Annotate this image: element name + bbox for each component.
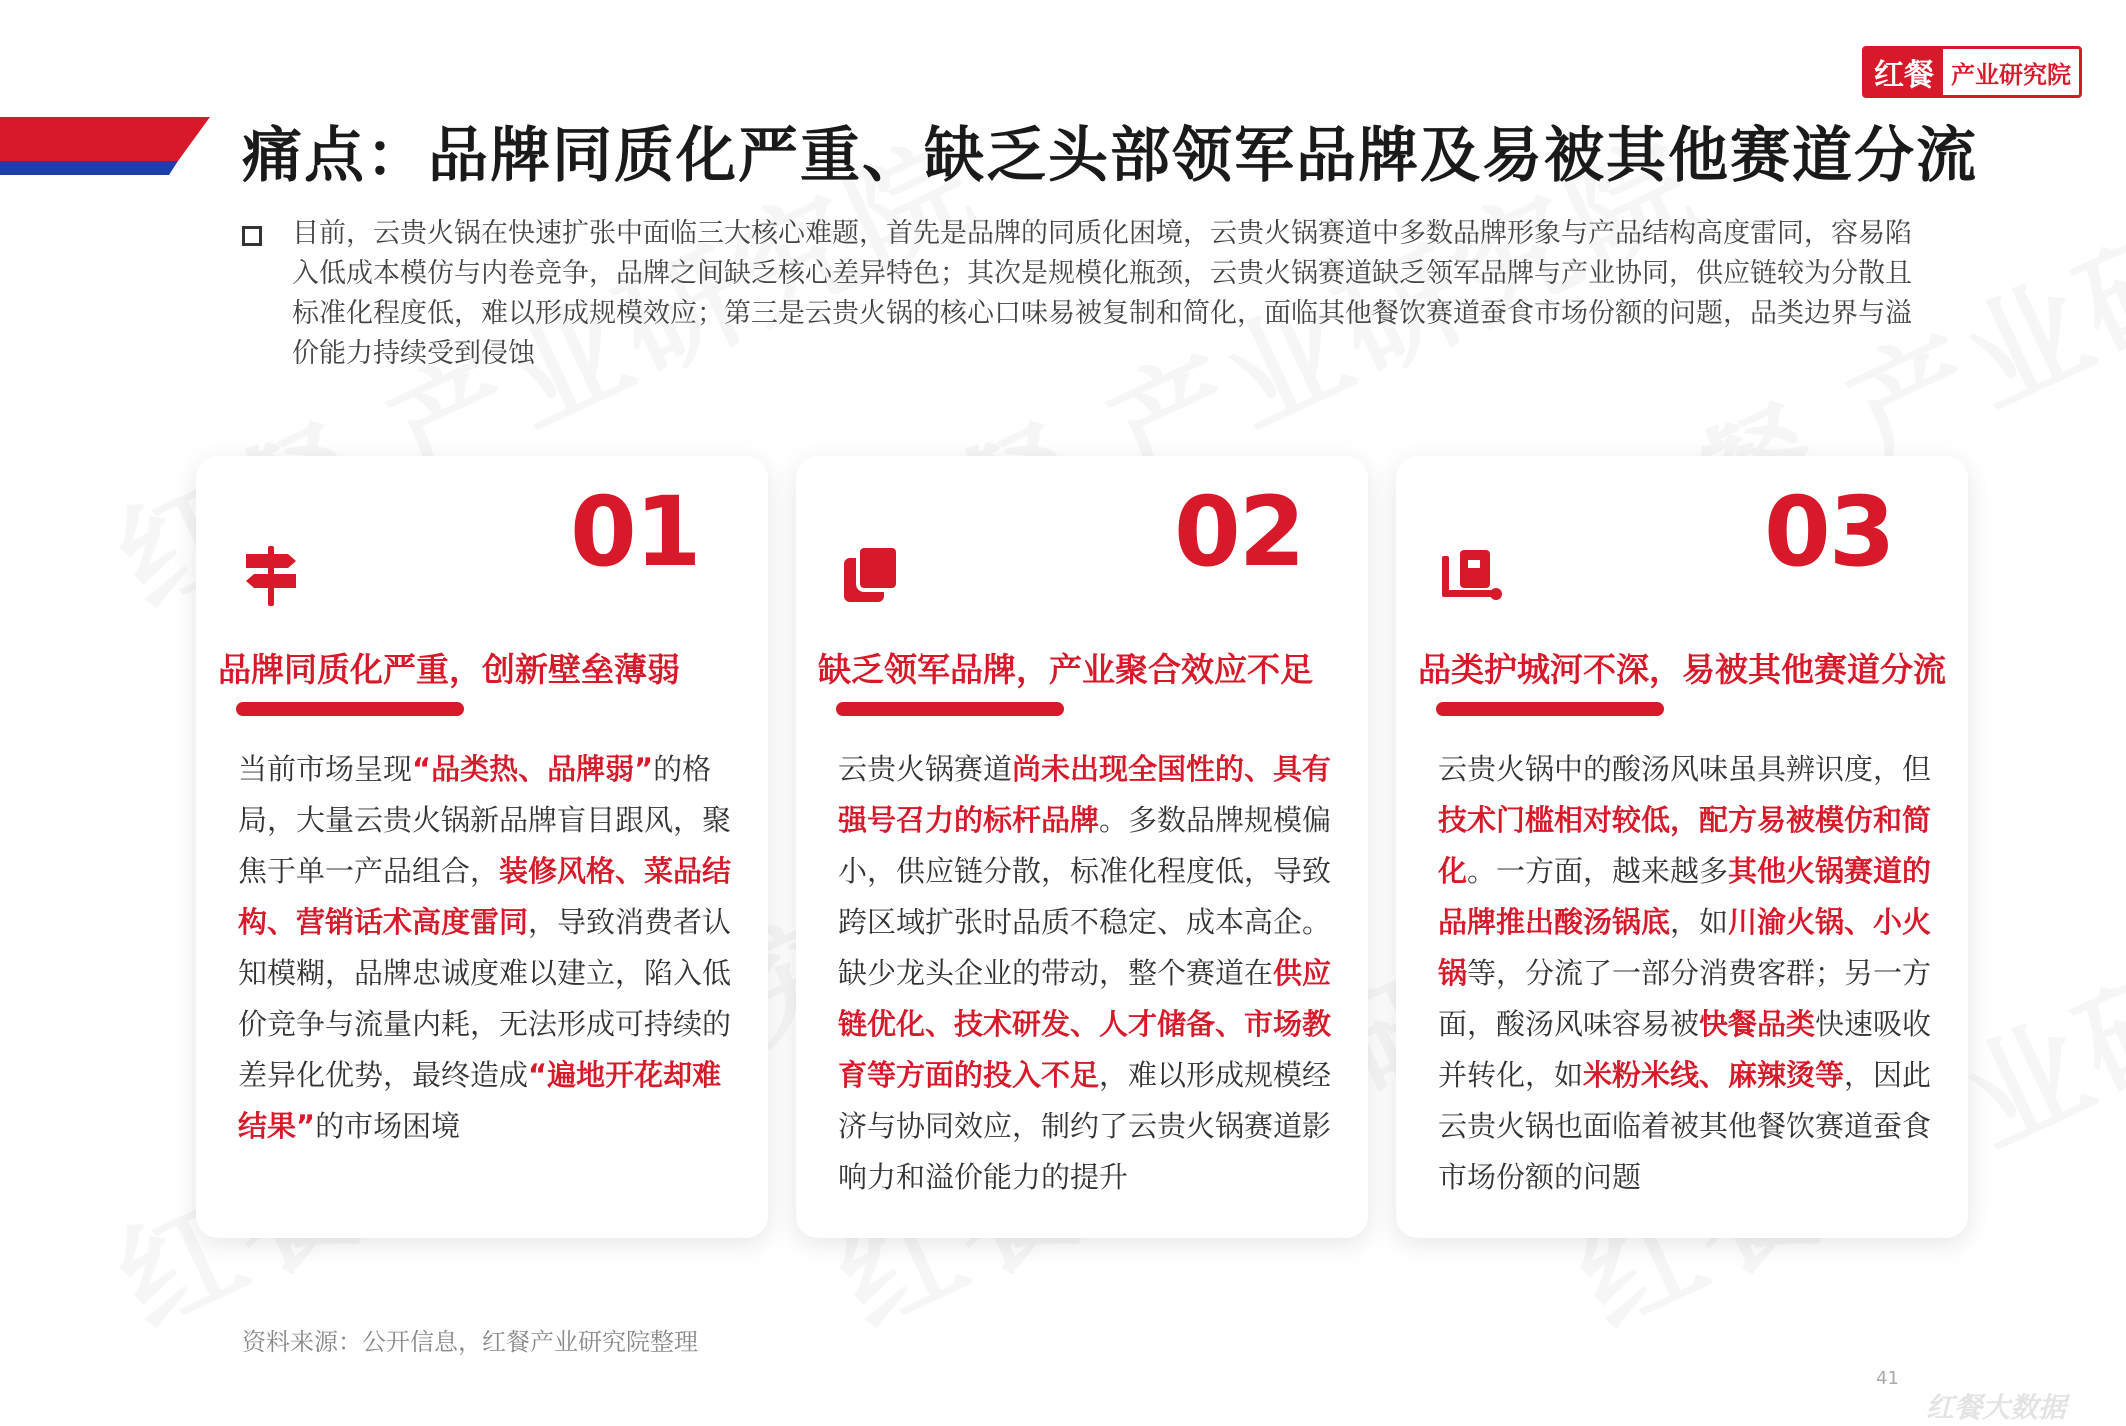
logo-text: 产业研究院 bbox=[1951, 60, 2071, 89]
card-number: 01 bbox=[570, 476, 700, 588]
heading-underline bbox=[236, 702, 464, 716]
highlight-text: “遍地开花却难结果” bbox=[238, 1058, 722, 1143]
card-body bbox=[238, 744, 738, 1152]
signpost-icon bbox=[238, 542, 304, 608]
highlight-text: 技术门槛相对较低，配方易被模仿和简化 bbox=[1438, 803, 1932, 888]
pain-point-card bbox=[1396, 456, 1968, 1238]
body-text: 云贵火锅中的酸汤风味虽具辨识度，但 bbox=[1438, 752, 1932, 786]
hand-truck-icon bbox=[1438, 542, 1504, 608]
highlight-text: 供应链优化、技术研发、人才储备、市场教育等方面的投入不足 bbox=[838, 956, 1332, 1092]
body-text: 。一方面，越来越多 bbox=[1467, 854, 1729, 888]
pain-point-card bbox=[796, 456, 1368, 1238]
card-number: 02 bbox=[1174, 476, 1304, 588]
pain-point-card bbox=[196, 456, 768, 1238]
body-text: 云贵火锅赛道 bbox=[838, 752, 1013, 786]
highlight-text: “品类热、品牌弱” bbox=[412, 752, 654, 786]
body-text: 的市场困境 bbox=[315, 1109, 461, 1143]
card-number: 03 bbox=[1764, 476, 1894, 588]
card-body bbox=[838, 744, 1338, 1203]
body-text: ，因此云贵火锅也面临着被其他餐饮赛道蚕食市场份额的问题 bbox=[1438, 1058, 1932, 1194]
intro-text: 目前，云贵火锅在快速扩张中面临三大核心难题，首先是品牌的同质化困境，云贵火锅赛道中多数品牌形象与产品结构高度雷同，容易陷入低成本模仿与内卷竞争，品牌之间缺乏核心差异特色；其次是规模化瓶颈，云贵火锅赛道缺乏领军品牌与产业协同，供应链较为分散且标准化程度低，难以形成规模效应；第三是云贵火锅的核心口味易被复制和简化，面临其他餐饮赛道蚕食市场份额的问题，品类边界与溢价能力持续受到侵蚀 bbox=[292, 218, 1912, 369]
brand-logo bbox=[1862, 46, 2082, 98]
highlight-text: 快餐品类 bbox=[1699, 1007, 1816, 1041]
card-heading: 品牌同质化严重，创新壁垒薄弱 bbox=[218, 650, 680, 689]
body-text: 的格局，大量云贵火锅新品牌盲目跟风，聚焦于单一产品组合， bbox=[238, 752, 732, 888]
body-text: 快速吸收并转化，如 bbox=[1438, 1007, 1932, 1092]
page-number: 41 bbox=[1876, 1368, 1899, 1389]
card-heading: 缺乏领军品牌，产业聚合效应不足 bbox=[818, 650, 1313, 689]
highlight-text: 其他火锅赛道的品牌推出酸汤锅底 bbox=[1438, 854, 1932, 939]
page-title: 痛点：品牌同质化严重、缺乏头部领军品牌及易被其他赛道分流 bbox=[242, 121, 1978, 191]
card-body bbox=[1438, 744, 1938, 1203]
body-text: ，导致消费者认知模糊，品牌忠诚度难以建立，陷入低价竞争与流量内耗，无法形成可持续的差异化优势，最终造成 bbox=[238, 905, 732, 1092]
footer-brand: 红餐大数据 bbox=[1926, 1391, 2067, 1424]
hollow-square-bullet-icon bbox=[242, 226, 262, 246]
highlight-text: 川渝火锅、小火锅 bbox=[1438, 905, 1932, 990]
body-text: 等，分流了一部分消费客群；另一方面，酸汤风味容易被 bbox=[1438, 956, 1932, 1041]
body-text: 。多数品牌规模偏小，供应链分散，标准化程度低，导致跨区域扩张时品质不稳定、成本高企。缺少龙头企业的带动，整个赛道在 bbox=[838, 803, 1332, 990]
highlight-text: 装修风格、菜品结构、营销话术高度雷同 bbox=[238, 854, 732, 939]
body-text: 当前市场呈现 bbox=[238, 752, 413, 786]
body-text: ，如 bbox=[1670, 905, 1729, 939]
logo-mark: 红餐 bbox=[1865, 49, 1943, 95]
intro-section bbox=[252, 214, 1922, 374]
heading-underline bbox=[1436, 702, 1664, 716]
heading-underline bbox=[836, 702, 1064, 716]
highlight-text: 尚未出现全国性的、具有强号召力的标杆品牌 bbox=[838, 752, 1332, 837]
card-heading: 品类护城河不深，易被其他赛道分流 bbox=[1418, 650, 1946, 689]
body-text: ，难以形成规模经济与协同效应，制约了云贵火锅赛道影响力和溢价能力的提升 bbox=[838, 1058, 1332, 1194]
highlight-text: 米粉米线、麻辣烫等 bbox=[1583, 1058, 1845, 1092]
title-accent-bar bbox=[0, 117, 210, 175]
copy-icon bbox=[838, 542, 904, 608]
source-note: 资料来源：公开信息，红餐产业研究院整理 bbox=[242, 1328, 698, 1356]
